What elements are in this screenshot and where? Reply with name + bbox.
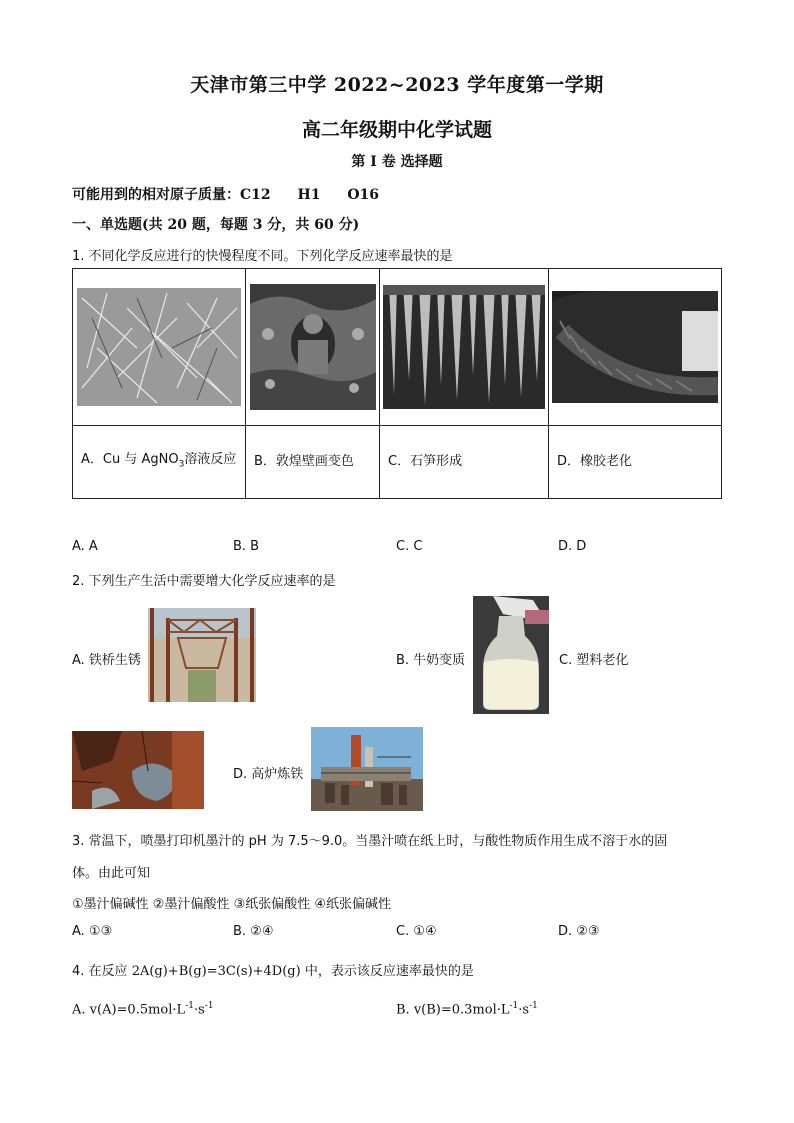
q1-cell-b-label: B．敦煌壁画变色 [246,426,380,499]
q4-equation: 2A(g)+B(g)=3C(s)+4D(g) [131,964,301,979]
q3-option-d[interactable]: D. ②③ [558,924,600,939]
q2-stem: 2. 下列生产生活中需要增大化学反应速率的是 [72,574,336,589]
q1-cell-a-image [73,269,246,426]
q1-stem: 1. 不同化学反应进行的快慢程度不同。下列化学反应速率最快的是 [72,249,453,264]
atomic-mass-line [72,184,379,204]
q1-table [72,268,722,499]
q1-option-a[interactable]: A. A [72,539,98,554]
stalagmite-image [383,285,545,409]
q1-cell-a-label: A．Cu 与 AgNO$_3$溶液反应 [73,426,246,499]
q3-stem-line2: 体。由此可知 [72,866,151,881]
silver-crystal-image [77,288,241,406]
atomic-mass-label: 可能用到的相对原子质量： [72,187,240,203]
q1-option-d[interactable]: D. D [558,539,587,554]
q2-option-d[interactable]: D. 高炉炼铁 [233,767,304,782]
exam-subtitle: 高二年级期中化学试题 [301,119,492,141]
q2-option-a[interactable]: A. 铁桥生锈 [72,653,141,668]
tire-image [552,291,718,403]
milk-bottle-image [473,596,549,714]
mural-image [250,284,376,410]
q1-cell-d-image [549,269,722,426]
q3-items: ①墨汁偏碱性 ②墨汁偏酸性 ③纸张偏酸性 ④纸张偏碱性 [72,897,392,912]
part1-heading: 一、单选题(共 20 题，每题 3 分，共 60 分) [72,217,360,233]
q2-option-b[interactable]: B. 牛奶变质 [396,653,466,668]
iron-bridge-image [148,608,256,702]
q3-option-a[interactable]: A. ①③ [72,924,113,939]
q4-option-a[interactable]: A. $v(A)=0.5mol\cdot L^{-1}\cdot s^{-1}$ [72,1001,214,1018]
q1-cell-b-image [246,269,380,426]
q1-cell-d-label: D．橡胶老化 [549,426,722,499]
atomic-mass-h: H1 [297,187,321,203]
q4-stem: 4. 在反应 2A(g)+B(g)=3C(s)+4D(g) 中，表示该反应速率最快的是 [72,964,474,979]
section-heading: 第 I 卷 选择题 [351,154,443,170]
q2-option-c[interactable]: C. 塑料老化 [559,653,629,668]
plastic-aging-image [72,731,204,809]
q4-option-b[interactable]: B. $v(B)=0.3mol\cdot L^{-1}\cdot s^{-1}$ [396,1001,538,1018]
exam-title: 天津市第三中学 2022~2023 学年度第一学期 [190,74,604,96]
q1-option-c[interactable]: C. C [396,539,423,554]
blast-furnace-image [311,727,423,811]
q1-cell-c-image [380,269,549,426]
atomic-mass-c: C12 [240,187,271,203]
q3-option-b[interactable]: B. ②④ [233,924,274,939]
q3-stem-line1: 3. 常温下，喷墨打印机墨汁的 pH 为 7.5～9.0。当墨汁喷在纸上时，与酸性物质作用生成不溶于水的固 [72,834,668,849]
atomic-mass-o: O16 [347,187,380,203]
q1-option-b[interactable]: B. B [233,539,260,554]
q3-option-c[interactable]: C. ①④ [396,924,437,939]
q1-cell-c-label: C．石笋形成 [380,426,549,499]
